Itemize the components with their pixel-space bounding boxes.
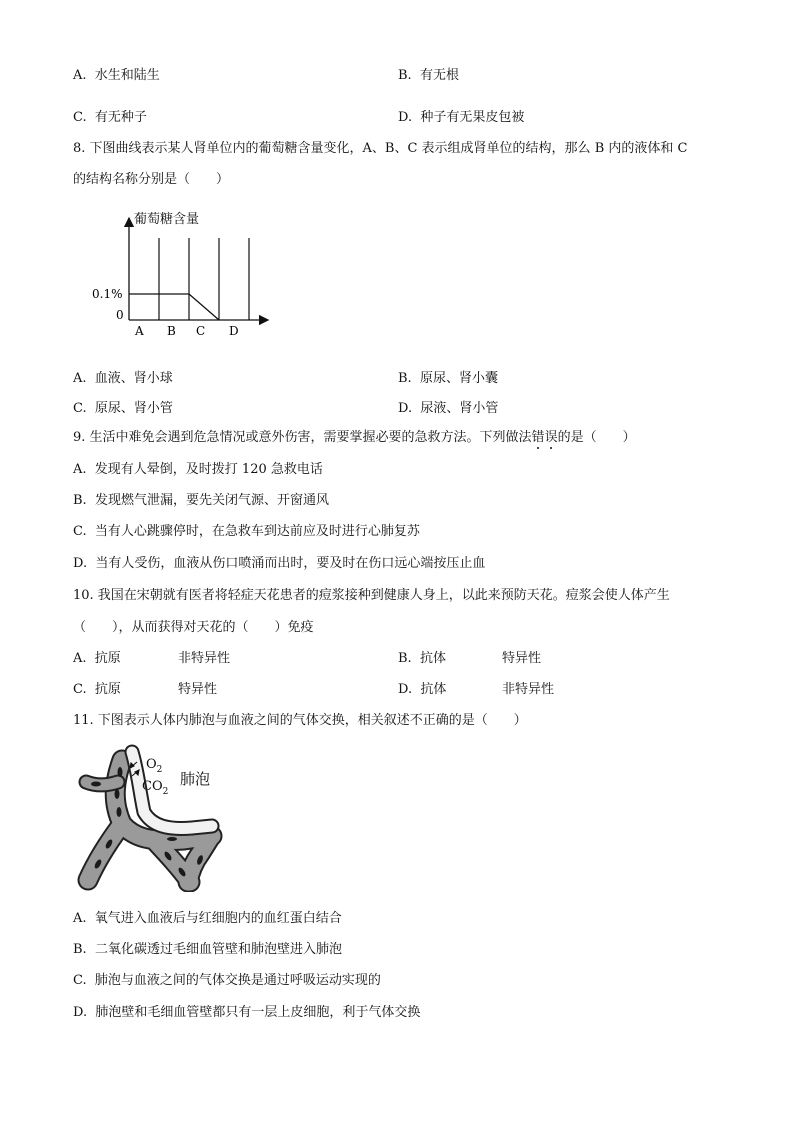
y-tick-label: 0.1% <box>92 287 123 301</box>
option-letter: A. <box>73 68 87 83</box>
option-q7-b <box>398 67 459 85</box>
option-letter: D. <box>73 556 88 571</box>
option-text-1: 抗原 <box>94 651 121 666</box>
option-letter: A. <box>73 911 87 926</box>
q9-stem <box>73 429 636 447</box>
option-letter: C. <box>73 401 87 416</box>
option-text: 当有人心跳骤停时，在急救车到达前应及时进行心肺复苏 <box>94 524 420 539</box>
option-letter: C. <box>73 524 87 539</box>
option-q8-c <box>73 400 173 418</box>
x-tick-label-A: A <box>135 324 144 338</box>
y-tick-label: 0 <box>116 308 124 322</box>
option-text-1: 抗体 <box>419 651 446 666</box>
option-text: 肺泡与血液之间的气体交换是通过呼吸运动实现的 <box>94 973 381 988</box>
chart-title: 葡萄糖含量 <box>134 212 200 227</box>
q8-stem-line2: 的结构名称分别是（ ） <box>73 172 230 187</box>
option-text: 氧气进入血液后与红细胞内的血红蛋白结合 <box>94 911 342 926</box>
option-q10-d-2: 非特异性 <box>502 682 555 697</box>
q10-stem-line2: （ ），从而获得对天花的（ ）免疫 <box>73 620 314 635</box>
option-q10-b-2: 特异性 <box>502 651 542 666</box>
emphasis-char: 误 <box>544 430 558 445</box>
option-letter: B. <box>398 651 412 666</box>
option-letter: A. <box>73 651 87 666</box>
option-q11-a <box>73 910 342 928</box>
q8-stem-line1: 8. 下图曲线表示某人肾单位内的葡萄糖含量变化，A、B、C 表示组成肾单位的结构，那么 B 内的液体和 C <box>73 141 688 156</box>
option-text: 有无种子 <box>94 110 147 125</box>
x-tick-label-B: B <box>167 324 176 338</box>
option-text: 发现燃气泄漏，要先关闭气源、开窗通风 <box>94 493 329 508</box>
option-q10-a-2: 非特异性 <box>178 651 231 666</box>
emphasis-char: 错 <box>531 430 545 445</box>
series-line-glucose <box>129 294 219 320</box>
option-text-1: 抗体 <box>420 682 447 697</box>
option-q7-a <box>73 67 160 85</box>
option-letter: C. <box>73 110 87 125</box>
option-text: 发现有人晕倒，及时拨打 120 急救电话 <box>94 462 323 477</box>
option-q10-c <box>73 681 121 699</box>
option-q9-d <box>73 555 485 573</box>
option-q9-b <box>73 492 329 510</box>
q9-stem-text: 9. 生活中难免会遇到危急情况或意外伤害，需要掌握必要的急救方法。下列做法 <box>73 430 532 445</box>
option-q10-d <box>398 681 446 699</box>
option-q7-d <box>398 109 524 127</box>
option-letter: B. <box>73 493 87 508</box>
option-q10-c-2: 特异性 <box>178 682 218 697</box>
option-letter: D. <box>398 401 413 416</box>
o2-label: $O_2$ <box>146 757 163 775</box>
option-letter: B. <box>398 68 412 83</box>
option-letter: B. <box>73 942 87 957</box>
option-text-1: 抗原 <box>94 682 121 697</box>
option-q8-b <box>398 370 498 388</box>
alveolus-label: 肺泡 <box>180 770 211 788</box>
glucose-chart <box>80 200 280 340</box>
q10-stem-line1: 10. 我国在宋朝就有医者将轻症天花患者的痘浆接种到健康人身上，以此来预防天花。痘浆会使人体产生 <box>73 588 670 603</box>
option-q9-a <box>73 461 323 479</box>
option-text: 种子有无果皮包被 <box>420 110 525 125</box>
option-text: 二氧化碳透过毛细血管壁和肺泡壁进入肺泡 <box>94 942 342 957</box>
x-tick-label-C: C <box>196 324 206 338</box>
option-text: 尿液、肾小管 <box>420 401 499 416</box>
option-letter: D. <box>398 682 413 697</box>
option-letter: B. <box>398 371 412 386</box>
option-text: 肺泡壁和毛细血管壁都只有一层上皮细胞，利于气体交换 <box>95 1005 421 1020</box>
option-q7-c <box>73 109 147 127</box>
option-text: 水生和陆生 <box>94 68 160 83</box>
option-text: 原尿、肾小管 <box>94 401 173 416</box>
option-letter: D. <box>398 110 413 125</box>
option-letter: D. <box>73 1005 88 1020</box>
option-letter: C. <box>73 973 87 988</box>
q11-stem: 11. 下图表示人体内肺泡与血液之间的气体交换，相关叙述不正确的是（ ） <box>73 713 527 728</box>
option-text: 有无根 <box>419 68 459 83</box>
co2-label: $CO_2$ <box>142 779 169 797</box>
option-text: 血液、肾小球 <box>94 371 173 386</box>
option-letter: A. <box>73 371 87 386</box>
q9-stem-tail: 的是（ ） <box>557 430 636 445</box>
x-tick-label-D: D <box>229 324 239 338</box>
option-q9-c <box>73 523 420 541</box>
option-q8-d <box>398 400 498 418</box>
option-q11-d <box>73 1004 420 1022</box>
option-q11-b <box>73 941 342 959</box>
option-q10-b <box>398 650 446 668</box>
option-q8-a <box>73 370 173 388</box>
alveolus-gas-exchange-figure <box>72 742 252 892</box>
option-letter: A. <box>73 462 87 477</box>
option-q11-c <box>73 972 381 990</box>
option-text: 原尿、肾小囊 <box>419 371 498 386</box>
option-letter: C. <box>73 682 87 697</box>
option-q10-a <box>73 650 121 668</box>
option-text: 当有人受伤，血液从伤口喷涌而出时，要及时在伤口远心端按压止血 <box>95 556 486 571</box>
